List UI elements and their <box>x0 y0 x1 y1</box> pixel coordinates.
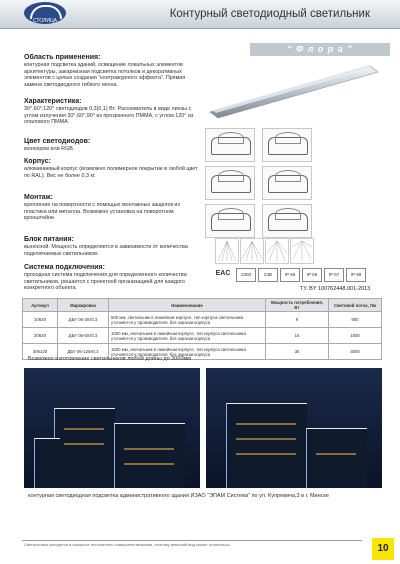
application-text: контурная подсветка зданий, освещение локальных элементов архитектуры, закарнизная подсветка потолков и декоративных элементов с целью создания “контражурного эффекта”. Прямая замена светодиодного гибкого неона. <box>24 62 186 88</box>
photo-caption: контурная светодиодная подсветка административного здания ИЗАО “ЭПАМ Системз” по ул. Купревича,3 в г. Минске <box>28 493 329 499</box>
led-color-text: монохром или RGB. <box>24 146 75 152</box>
table-cell: ДБУ 06-60х0,3 <box>58 328 109 344</box>
characteristics-text: 30°,60°,120° светодиодов 0,3(0,1) Вт. Рассеиватель в виде линзы с углом излучения 30°,60°,90° из прозрачного ПММА, с углом 120° из опалового ПММА. <box>24 106 194 126</box>
product-name-bar: “ Ф л о р а ” <box>250 43 390 56</box>
ip-rating-badge: IP 67 <box>324 268 344 282</box>
table-cell: 10630 <box>23 312 58 328</box>
table-cell: 500 мм, светильник в линейном корпусе, тип корпуса светильника уточняется у производителя, без окраски корпуса <box>109 312 266 328</box>
table-cell: 1500 мм, светильник в линейном корпусе, тип корпуса светильника уточняется у производителя, без окраски корпуса <box>109 344 266 360</box>
body-text: алюминиевый корпус (возможно полимерное покрытие в любой цвет по RAL). Вес не более 0,3 кг. <box>24 166 198 179</box>
column-header: Наименование <box>109 299 266 312</box>
eac-mark: EAC <box>215 270 231 277</box>
profile-drawing <box>205 204 255 238</box>
body-title: Корпус: <box>24 158 51 165</box>
table-cell: 9 <box>266 312 329 328</box>
mounting-title: Монтаж: <box>24 194 53 201</box>
table-cell: ДБУ 06-120х0,3 <box>58 344 109 360</box>
company-logo <box>24 2 66 24</box>
light-distribution-diagram <box>265 238 289 264</box>
page-header <box>0 0 400 29</box>
table-cell: ДБУ 06-30х0,3 <box>58 312 109 328</box>
page-number: 10 <box>372 538 394 560</box>
table-cell: 306120 <box>23 344 58 360</box>
light-distribution-diagram <box>290 238 314 264</box>
ip-rating-badge: IP 65 <box>280 268 300 282</box>
power-text: выносной. Мощность определяется в зависимости от количества подключаемых светильников. <box>24 244 188 257</box>
column-header: Мощность потребления, Вт <box>266 299 329 312</box>
led-color-title: Цвет светодиодов: <box>24 138 91 145</box>
luminaire-profile-image <box>200 60 390 120</box>
profile-drawing <box>262 204 312 238</box>
mounting-text: крепление на поверхности с помощью монтажных защелок из пластика или металла. Возможно установка на поворотном кронштейне. <box>24 202 180 222</box>
table-row <box>23 312 382 328</box>
column-header: Маркировка <box>58 299 109 312</box>
table-cell: 1500 <box>329 328 382 344</box>
column-header: Артикул <box>23 299 58 312</box>
table-cell: 3500 <box>329 344 382 360</box>
length-note: Возможно изготовление светильников любой длины до 3000мм <box>28 356 191 362</box>
footer-divider <box>22 540 362 541</box>
characteristics-title: Характеристика: <box>24 98 82 105</box>
building-photo-left <box>24 368 200 488</box>
page-title: Контурный светодиодный светильник <box>169 8 370 20</box>
specification-table <box>22 298 382 360</box>
connection-title: Система подключения: <box>24 264 105 271</box>
light-distribution-diagram <box>215 238 239 264</box>
profile-drawing <box>205 128 255 162</box>
ip-rating-badge: IP 68 <box>346 268 366 282</box>
ip-rating-badge: IP 66 <box>302 268 322 282</box>
table-cell: 900 <box>329 312 382 328</box>
light-distribution-diagram <box>240 238 264 264</box>
table-cell: 1000 мм, светильник в линейном корпусе, тип корпуса светильника уточняется у производителя, без окраски корпуса <box>109 328 266 344</box>
connection-text: проходная система подключения для определенного количества светильников, решается с проектной организацией для каждого конкретного объекта. <box>24 272 187 292</box>
tech-spec-reference: ТУ. BY 100762448.001-2013 <box>300 286 371 292</box>
application-title: Область применения: <box>24 54 101 61</box>
table-cell: 20630 <box>23 328 58 344</box>
table-cell: 35 <box>266 344 329 360</box>
building-photo-right <box>206 368 382 488</box>
profile-drawing <box>205 166 255 200</box>
table-row <box>23 328 382 344</box>
footer-note: Светильники находятся в процессе постоянного совершенствования, поэтому внешний вид может отличаться <box>24 542 230 547</box>
profile-drawing <box>262 128 312 162</box>
voltage-badge: 2300 <box>236 268 256 282</box>
table-cell: 15 <box>266 328 329 344</box>
column-header: Световой поток, Лм <box>329 299 382 312</box>
logo-text: СТОЛИЦА <box>32 18 58 24</box>
profile-drawing <box>262 166 312 200</box>
power-title: Блок питания: <box>24 236 74 243</box>
voltage-badge: 24В <box>258 268 278 282</box>
